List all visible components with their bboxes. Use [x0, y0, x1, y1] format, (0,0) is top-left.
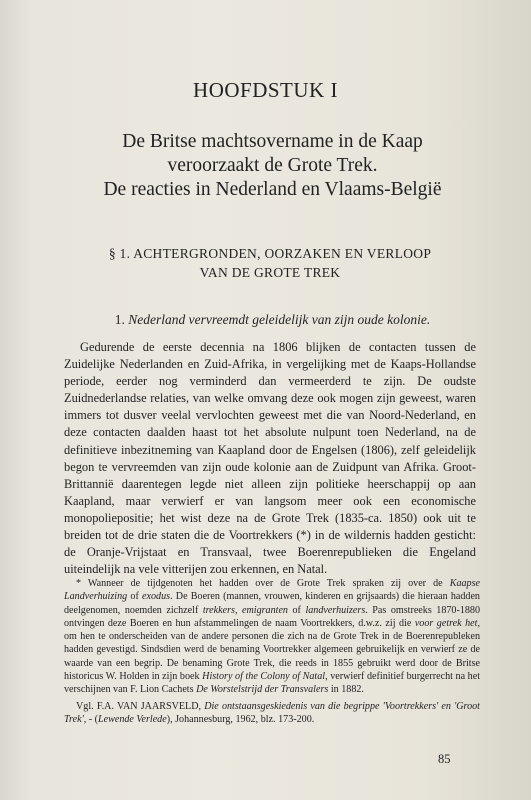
page-number: 85: [438, 752, 451, 766]
body-paragraph: Gedurende de eerste decennia na 1806 blijken de contacten tussen de Zuidelijke Nederlanden en Zuid-Afrika, in vergelijking met de Kaaps-Hollandse periode, eerder nog verminderd dan vermeerderd te zijn. De oudste Zuidnederlandse relaties, van welke omvang deze ook mogen zijn geweest, waren immers tot dusver veelal vervlochten geweest met die van Noord-Nederland, en deze contacten daalden haast tot het absolute nulpunt toen Nederland, na de definitieve inbezitneming van Kaapland door de Engelsen (1806), zelf geleidelijk begon te vervreemden van zijn oude kolonie aan de Zuidpunt van Afrika. Groot-Brittannië daarentegen legde niet alleen zijn politieke heerschappij op aan Kaapland, maar verwierf er van langsom meer ook een economische monopoliepositie; het wist deze na de Grote Trek (1835-ca. 1850) ook uit te breiden tot de drie staten die de Voortrekkers (*) in de wildernis hadden gesticht: de Oranje-Vrijstaat en Transvaal, twee Boerenrepublieken die Engeland uiteindelijk na vele vitterijen zou erkennen, en Natal.: [64, 340, 476, 577]
footnote-voortrekkers: [64, 577, 480, 697]
footnote-italic: trekkers, emigranten: [202, 604, 288, 616]
section-heading-line: § 1. ACHTERGRONDEN, OORZAKEN EN VERLOOP: [108, 246, 432, 261]
subsection-number: 1.: [114, 312, 125, 327]
footnote-text: ), Johannesburg, 1962, blz. 173-200.: [166, 713, 315, 725]
section-heading: [60, 244, 480, 282]
footnote-text: . De Boeren (mannen, vrouwen, kinderen en grijsaards) die hieraan hadden deelgenomen, noemden zichzelf: [64, 591, 480, 616]
chapter-subtitle-line: De reacties in Nederland en Vlaams-België: [103, 179, 442, 200]
footnote-italic: De Worstelstrijd der Transvalers: [196, 684, 329, 696]
footnote-text: , - (: [83, 713, 99, 725]
footnote-text: , verwierf definitief burgerrecht na het verschijnen van F. Lion Cachets: [64, 671, 481, 696]
chapter-title: HOOFDSTUK I: [193, 78, 338, 102]
footnote-text: of: [127, 591, 143, 603]
footnote-text: * Wanneer de tijdgenoten het hadden over de Grote Trek spraken zij over de: [76, 578, 450, 589]
chapter-subtitle-line: De Britse machtsovername in de Kaap: [122, 131, 423, 152]
footnote-text: in 1882.: [328, 684, 364, 696]
footnote-reference: [64, 700, 480, 727]
section-heading-line: VAN DE GROTE TREK: [199, 265, 341, 280]
footnote-italic: exodus: [142, 591, 171, 603]
footnote-text: Vgl. F.A. VAN JAARSVELD,: [76, 700, 205, 712]
footnote-italic: Lewende Verlede: [98, 713, 167, 725]
footnote-text: . Pas omstreeks 1870-1880 ontvingen deze Boeren en hun afstammelingen de naam Voortrekkers, d.w.z. zij die: [64, 604, 481, 629]
footnote-text: of: [287, 604, 306, 616]
subsection-title: Nederland vervreemdt geleidelijk van zijn oude kolonie.: [128, 312, 431, 327]
footnote-italic: Kaapse Landverhuizing: [64, 578, 480, 603]
footnote-italic: History of the Colony of Natal: [202, 671, 326, 683]
subsection-heading: [40, 312, 505, 328]
footnote-italic: Die ontstaansgeskiedenis van die begrippe 'Voortrekkers' en 'Groot Trek': [64, 700, 480, 725]
body-text: [64, 339, 476, 578]
chapter-subtitle-line: veroorzaakt de Grote Trek.: [167, 155, 378, 176]
footnote-italic: voor getrek het: [414, 617, 478, 629]
footnotes: [64, 577, 480, 726]
footnote-italic: landverhuizers: [305, 604, 366, 616]
footnote-text: , om hen te onderscheiden van de andere personen die zich na de Grote Trek in de Boerenrepubleken hadden gevestigd. Sindsdien werd de benaming Voortrekker algemeen gebruikelijk en verwierf ze de waarde van een begrip. De benaming Grote Trek, die reeds in 1855 gebruikt werd door de Britse historicus W. Holden in zijn boek: [64, 617, 480, 683]
chapter-subtitle: [40, 130, 505, 202]
